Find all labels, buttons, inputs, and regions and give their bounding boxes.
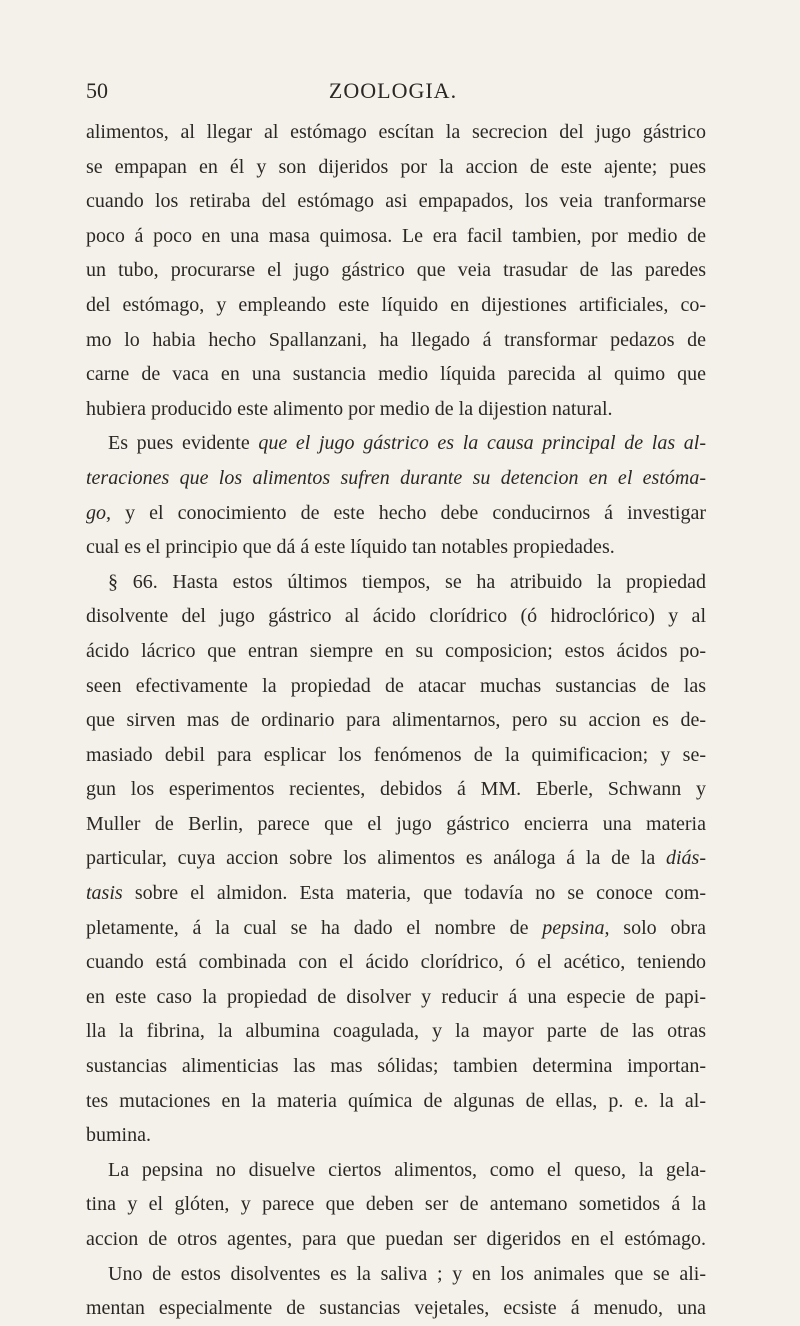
- text-line: [86, 1222, 706, 1257]
- text-run: en este caso la propiedad de disolver y reducir á una especie de papi-: [86, 985, 706, 1008]
- running-head: ZOOLOGIA.: [328, 78, 458, 103]
- page-header: [86, 78, 700, 118]
- text-run: La pepsina no disuelve ciertos alimentos, como el queso, la gela-: [108, 1158, 706, 1181]
- text-line: [86, 807, 706, 842]
- text-run: poco á poco en una masa quimosa. Le era facil tambien, por medio de: [86, 224, 706, 247]
- text-run: gun los esperimentos recientes, debidos á MM. Eberle, Schwann y: [86, 778, 706, 801]
- text-line: [86, 115, 706, 150]
- text-line: [86, 496, 706, 531]
- text-line: [86, 253, 706, 288]
- text-run: sustancias alimenticias las mas sólidas; tambien determina importan-: [86, 1055, 706, 1078]
- text-line: [86, 1291, 706, 1326]
- text-run: pletamente, á la cual se ha dado el nombre de: [86, 916, 543, 939]
- italic-text-run: teraciones que los alimentos sufren durante su detencion en el estóma-: [86, 466, 706, 489]
- text-line: [86, 323, 706, 358]
- text-line: [86, 599, 706, 634]
- text-run: que sirven mas de ordinario para alimentarnos, pero su accion es de-: [86, 709, 706, 732]
- italic-text-run: tasis: [86, 882, 123, 905]
- text-run: masiado debil para esplicar los fenómenos de la quimificacion; y se-: [86, 743, 706, 766]
- text-run: tina y el glóten, y parece que deben ser de antemano sometidos á la: [86, 1193, 706, 1216]
- text-line: [86, 772, 706, 807]
- text-run: Es pues evidente: [108, 432, 259, 455]
- page-number: 50: [86, 78, 108, 103]
- text-line: [86, 392, 706, 427]
- text-run: particular, cuya accion sobre los alimentos es análoga á la de la: [86, 847, 666, 870]
- text-line: [86, 634, 706, 669]
- text-line: [86, 1187, 706, 1222]
- text-line: [86, 841, 706, 876]
- text-line: [86, 1257, 706, 1292]
- text-run: se empapan en él y son dijeridos por la accion de este ajente; pues: [86, 155, 706, 178]
- text-line: [86, 1118, 706, 1153]
- text-run: carne de vaca en una sustancia medio líquida parecida al quimo que: [86, 363, 706, 386]
- text-run: ácido lácrico que entran siempre en su composicion; estos ácidos po-: [86, 639, 706, 662]
- text-line: [86, 357, 706, 392]
- text-line: [86, 738, 706, 773]
- text-run: mo lo habia hecho Spallanzani, ha llegado á transformar pedazos de: [86, 328, 706, 351]
- text-run: sobre el almidon. Esta materia, que todavía no se conoce com-: [122, 882, 706, 905]
- text-run: § 66. Hasta estos últimos tiempos, se ha atribuido la propiedad: [108, 570, 706, 593]
- text-run: , solo obra: [604, 916, 706, 939]
- text-run: Muller de Berlin, parece que el jugo gástrico encierra una materia: [86, 812, 706, 835]
- text-line: [86, 669, 706, 704]
- text-run: lla la fibrina, la albumina coagulada, y la mayor parte de las otras: [86, 1020, 706, 1043]
- text-run: cuando está combinada con el ácido clorídrico, ó el acético, teniendo: [86, 951, 706, 974]
- text-line: [86, 911, 706, 946]
- text-line: [86, 565, 706, 600]
- text-line: [86, 703, 706, 738]
- text-line: [86, 1084, 706, 1119]
- text-run: bumina.: [86, 1124, 151, 1147]
- text-line: [86, 150, 706, 185]
- body-text: [86, 115, 706, 1326]
- text-line: [86, 184, 706, 219]
- text-run: alimentos, al llegar al estómago escítan la secrecion del jugo gástrico: [86, 121, 706, 143]
- italic-text-run: que el jugo gástrico es la causa principal de las al-: [258, 432, 706, 455]
- text-run: un tubo, procurarse el jugo gástrico que veia trasudar de las paredes: [86, 259, 706, 282]
- italic-text-run: go,: [86, 501, 111, 524]
- text-line: [86, 288, 706, 323]
- text-line: [86, 1049, 706, 1084]
- text-line: [86, 945, 706, 980]
- text-run: Uno de estos disolventes es la saliva ; y en los animales que se ali-: [108, 1262, 706, 1285]
- text-run: del estómago, y empleando este líquido en dijestiones artificiales, co-: [86, 293, 706, 316]
- text-run: seen efectivamente la propiedad de atacar muchas sustancias de las: [86, 674, 706, 697]
- italic-text-run: diás-: [666, 847, 706, 870]
- text-run: accion de otros agentes, para que puedan ser digeridos en el estómago.: [86, 1228, 706, 1250]
- text-run: mentan especialmente de sustancias vejetales, ecsiste á menudo, una: [86, 1297, 706, 1320]
- text-line: [86, 1153, 706, 1188]
- text-run: cual es el principio que dá á este líquido tan notables propiedades.: [86, 536, 615, 559]
- text-line: [86, 1014, 706, 1049]
- text-run: tes mutaciones en la materia química de algunas de ellas, p. e. la al-: [86, 1089, 706, 1112]
- italic-text-run: pepsina: [542, 916, 605, 939]
- text-line: [86, 980, 706, 1015]
- text-line: [86, 461, 706, 496]
- text-line: [86, 530, 706, 565]
- text-run: disolvente del jugo gástrico al ácido clorídrico (ó hidroclórico) y al: [86, 605, 706, 628]
- text-run: y el conocimiento de este hecho debe conducirnos á investigar: [111, 501, 706, 524]
- text-run: cuando los retiraba del estómago asi empapados, los veia tranformarse: [86, 190, 706, 213]
- text-line: [86, 876, 706, 911]
- text-line: [86, 426, 706, 461]
- text-run: hubiera producido este alimento por medio de la dijestion natural.: [86, 397, 613, 420]
- text-line: [86, 219, 706, 254]
